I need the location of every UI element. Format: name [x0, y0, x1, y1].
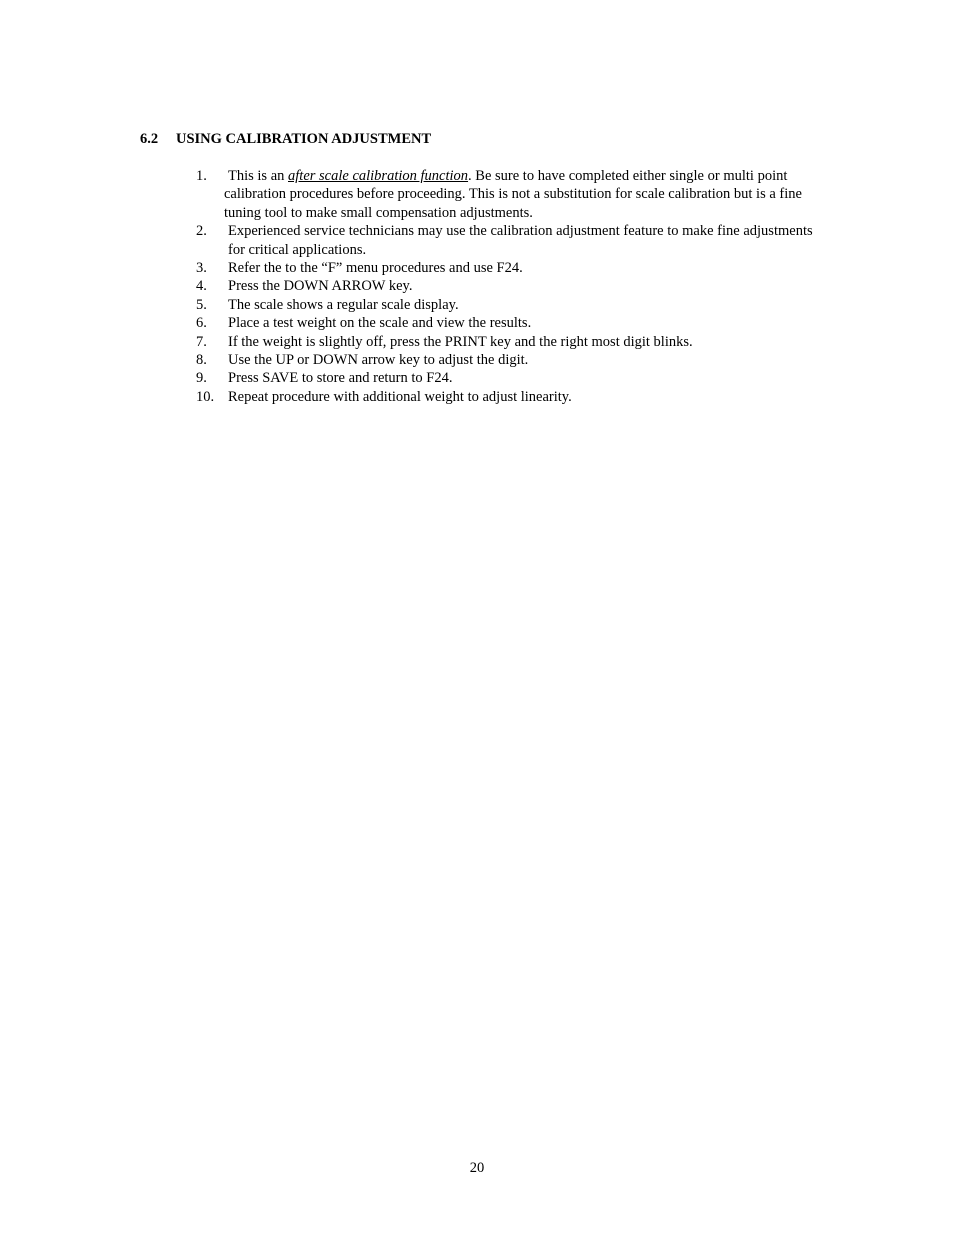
procedure-list [196, 167, 816, 406]
list-item [196, 388, 816, 406]
list-item [196, 277, 816, 295]
step-number: 7. [196, 333, 207, 350]
step-number: 8. [196, 352, 207, 369]
step-number: 6. [196, 315, 207, 332]
step-number: 5. [196, 296, 207, 313]
list-item [196, 259, 816, 277]
step-text: Experienced service technicians may use the calibration adjustment feature to make fine adjustments for critical applications. [228, 223, 813, 258]
step-text: Repeat procedure with additional weight to adjust linearity. [228, 388, 572, 405]
step-number: 10. [196, 388, 215, 405]
page-number: 20 [469, 1160, 485, 1176]
step-number: 2. [196, 223, 207, 240]
step-text: Refer the to the “F” menu procedures and use F24. [228, 260, 523, 277]
step-number: 3. [196, 260, 207, 277]
step-text: Use the UP or DOWN arrow key to adjust the digit. [228, 352, 529, 369]
list-item [196, 314, 816, 332]
step-number: 9. [196, 370, 207, 387]
step-text: Place a test weight on the scale and view the results. [228, 315, 532, 332]
step-text: If the weight is slightly off, press the PRINT key and the right most digit blinks. [228, 333, 693, 350]
list-item [196, 351, 816, 369]
emphasized-term: after scale calibration function [288, 168, 469, 184]
section-number: 6.2 [140, 131, 159, 147]
section-heading [140, 131, 431, 148]
list-item [196, 222, 816, 259]
step-text: Press the DOWN ARROW key. [228, 278, 413, 295]
step-text: Press SAVE to store and return to F24. [228, 370, 453, 387]
list-item [196, 296, 816, 314]
list-item [196, 369, 816, 387]
step-number: 1. [196, 168, 207, 184]
step-text-post: . Be sure to have completed either single or multi point calibration procedures before proceeding. This is not a substitution for scale calibration but is a fine tuning tool to make small compensation adjustments. [224, 168, 802, 221]
step-number: 4. [196, 278, 207, 295]
step-text: The scale shows a regular scale display. [228, 296, 459, 313]
list-item [196, 333, 816, 351]
step-text [196, 167, 816, 222]
section-title: USING CALIBRATION ADJUSTMENT [176, 131, 432, 147]
list-item [196, 167, 816, 222]
step-text-pre: This is an [228, 168, 289, 184]
